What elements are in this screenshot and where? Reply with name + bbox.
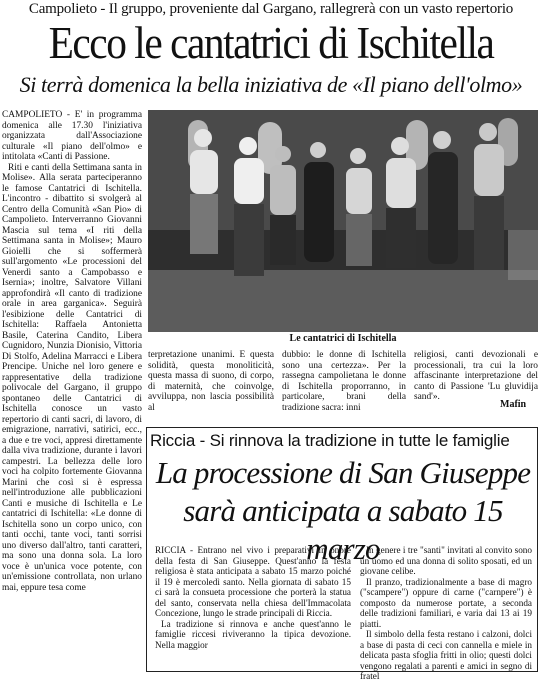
article-paragraph: Il simbolo della festa restano i calzoni, dolci a base di pasta di ceci con cannella e miele in delicata pasta sfoglia fritti in olio; questi dolci vengono regalati a parenti e amici in segno di fratel (360, 629, 532, 681)
boxed-article-column-text (155, 545, 351, 666)
article-kicker: Campolieto - Il gruppo, proveniente dal Gargano, rallegrerà con un vasto repertorio (28, 1, 514, 17)
article-paragraph: Riti e canti della Settimana santa in Molise». Alla serata parteciperanno le famose Cantatrici di Ischitella. L'incontro - dibattito si svolgerà al Centro della Comunità «San Pio» di Campolieto. Interverranno Giovanni Mascia sul tema «I riti della Settimana santa in Molise»; Mauro Gioielli che si soffermerà sull'argomento «Le processioni del Venerdì santo a Campobasso e Isernia»; inoltre, Salvatore Villani approfondirà «Il canto di tradizione orale in area garganica». Seguirà l'esibizione delle Cantatrici di Ischitella: Raffaela Antonietta Basile, Caterina Candito, Libera Cugnidoro, Nunzia Dionisio, Vittoria Di Stolfo, Adelina Marracci e Libera Prencipe. Uniche nel loro genere e rappresentative della tradizione polivocale del Gargano, il gruppo spontaneo delle Cantatrici di Ischitella conosce un vasto repertorio di canti sacri, di lavoro, di emigrazione, narrativi, satirici, ecc., a due e tre voci, appresi direttamente dalla viva tradizione, durante i lavori campestri. La bellezza delle loro voci ha colpito fortemente Giovanna Marini che così si è espressa nell'introduzione alle pubblicazioni Canti e musiche di Ischitella e Le cantatrici di Ischitella: «Le donne di Ischitella sono un corpo unico, con tanti occhi, tante voci, tanti sorrisi uno diverso dall'altro, tanti caratteri, ma sono una donna sola. La loro voce è un'unica voce potente, con un'emissione controllata, non urlano mai, eppure tesa come (2, 162, 142, 593)
article-paragraph: RICCIA - Entrano nel vivo i preparativi in onore della festa di San Giuseppe. Quest'anno la festa religiosa è stata anticipata a sabato 15 marzo poiché il 19 è mercoledì santo. Nella giornata di sabato 15 ci sarà la consueta processione che porterà la statua del santo, conservata nella chiesa dell'Immacolata Concezione, lungo le strade principali di Riccia. (155, 545, 351, 618)
article-paragraph: In genere i tre "santi" invitati al convito sono un uomo ed una donna di solito sposati, ed un giovane celibe. (360, 545, 532, 576)
boxed-article-column-1 (155, 545, 351, 666)
boxed-article-column-text (360, 545, 532, 681)
article-paragraph: dubbio: le donne di Ischitella sono una certezza». Per la rassegna campolietana le donne di Ischitella proporranno, in particolare, brani della tradizione sacra: inni (282, 350, 406, 413)
article-headline: Ecco le cantatrici di Ischitella (48, 18, 494, 68)
author-signature: Mafin (500, 399, 527, 410)
article-paragraph: CAMPOLIETO - E' in programma domenica alle 17.30 l'iniziativa organizzata dall'Associazione culturale «Il piano dell'olmo» e intitolata «Canti di Passione. (2, 110, 142, 162)
article-body-left-column (2, 110, 142, 666)
article-body-column (282, 350, 406, 413)
article-paragraph: Il pranzo, tradizionalmente a base di magro ("scampere") oppure di carne ("carnpere") è composto da numerose portate, a seconda delle tradizioni familiari, e varia dai 13 ai 19 piatti. (360, 576, 532, 629)
article-paragraph: religiosi, canti devozionali e processionali, tra cui la loro affascinante interpretazione del canto di Passione 'Lu gluvidija sand'». (414, 350, 538, 402)
article-subhead: Si terrà domenica la bella iniziativa de «Il piano dell'olmo» (19, 72, 523, 97)
article-paragraph: La tradizione si rinnova e anche quest'anno le famiglie riccesi riviveranno la tipica devozione. Nella maggior (155, 618, 351, 650)
article-body-column (148, 350, 274, 413)
boxed-article-kicker: Riccia - Si rinnova la tradizione in tutte le famiglie (150, 431, 510, 450)
boxed-article-column-2 (360, 545, 532, 681)
boxed-article-title-line: sarà anticipata a sabato 15 marzo (183, 493, 503, 566)
photo-caption: Le cantatrici di Ischitella (289, 333, 397, 344)
group-photo-illustration (148, 110, 538, 332)
group-photo (148, 110, 538, 332)
article-paragraph: terpretazione unanimi. E questa solidità, questa monoliticità, questa massa di suono, di corpo, di maternità, che coinvolge, avviluppa, non lascia possibilità al (148, 350, 274, 413)
boxed-article-title-line: La processione di San Giuseppe (155, 455, 531, 490)
